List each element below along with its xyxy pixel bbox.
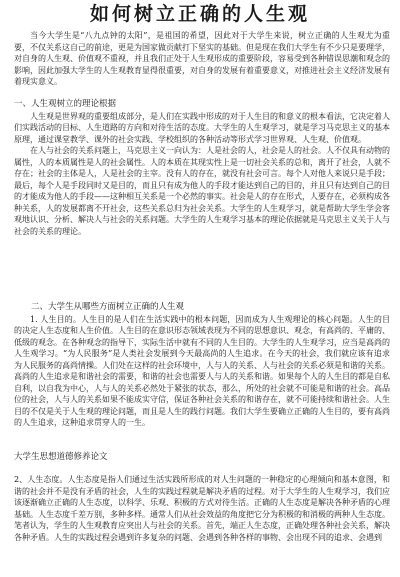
aspects-section — [14, 302, 390, 429]
section-heading-theory: 一、人生观树立的理论根据 — [14, 99, 117, 109]
theory-paragraph-2: 在人与社会的关系问题上，马克思主义一向认为：人是社会的人，社会是人的社会。人不仅具有动物的属性，人的本质属性是人的社会属性。人的本质在其现实性上是一切社会关系的总和，离开了社会，人就不存在；社会的主体是人，人是社会的主宰。没有人的存在，就没有社会可言。每个人对他人来说只是手段；最后，每个人是手段同时又是目的，而且只有成为他人的手段才能达到自己的目的，并且只有达到自己的目的才能成为他人的手段——这种相互关系是一个必然的事实。社会是人的存在形式，人要存在，必须构成各种关系，人的发展都离不开社会，这些关系总归为社会关系。大学生的人生观学习，就是帮助大学生学会客观地认识、分析、解决人与社会的关系问题。大学生的人生观学习基本的理论依据就是马克思主义关于人与社会的关系的理论。 — [14, 146, 390, 236]
theory-paragraph-1: 人生观是世界观的重要组成部分，是人们在实践中形成的对于人生目的和意义的根本看法，它决定着人们实践活动的目标、人生道路的方向和对待生活的态度。大学生的人生观学习，就是学习马克思主义的基本原理，通过课堂教学、课外的社会实践、学校组织的各种活动等形式学习世界观、人生观、价值观。 — [14, 111, 390, 144]
attitude-section — [14, 474, 390, 577]
essay-heading: 大学生思想道德修养论文 — [14, 452, 108, 462]
intro-section — [14, 30, 390, 88]
document-title: 如何树立正确的人生观 — [89, 3, 310, 25]
essay-section — [14, 452, 390, 464]
life-attitude-paragraph: 2、人生态度。人生态度是指人们通过生活实践所形成的对人生问题的一种稳定的心理倾向和基本意图，和谐的社会并不是没有矛盾的社会，人生的实践过程就是解决矛盾的过程。对于大学生的人生观学习，我们应该逐渐确立正确的人生态度，以科学、乐观、积极的方式对待生活。正确的人生态度是解决各种矛盾的心理基础。人生态度千差万别，多种多样。通常人们从社会效益的角度把它分为积极的和消极的两种人生态度。笔者认为，学生的人生观教育应突出人与社会的关系。首先，端正人生态度，正确处理各种社会关系，解决各种矛盾。人生的实践过程会遇到许多复杂的问题、会遇到各种各样的事物、会出现不同的追求、会遇到 — [14, 475, 390, 542]
section-heading-aspects: 二、大学生从哪些方面树立正确的人生观 — [31, 302, 185, 312]
life-purpose-paragraph: 1. 人生目的。人生目的是人们在生活实践中的根本问题，因而成为人生观理论的核心问题。人生的目的决定人生态度和人生价值。人生目的在意识形态领域表现为不同的思想意识、观念，有高尚的、平庸的、低级的观念。在各种观念的指导下，实际生活中就有不同的人生目的。大学生的人生观学习，应当是高尚的人生观学习。“为人民服务”是人类社会发展到今天最高尚的人生追求。在今天的社会，我们就应该有追求为人民服务的高尚情操。人们处在这样的社会环境中，人与人的关系、人与社会的关系必须是和谐的关系。高尚的人生追求是和谐社会的需要，和谐的社会也需要人与人的关系和谐。如果每个人的人生目的都是自私自利，以自我为中心，人与人的关系必然处于紧张的状态，那么，所处的社会就不可能是和谐的社会。高品位的社会，人与人的关系如果不能成实守信，保证各种社会关系的和谐存在，就不可能持续和谐社会。人生目的不仅是关于人生观的理论问题，而且是人生的践行问题。我们大学生要确立正确的人生目的，要有高尚的人生追求，这种追求贯穿人的一生。 — [14, 314, 390, 427]
intro-paragraph: 当今大学生是“八九点钟的太阳”，是祖国的希望，因此对于大学生来说，树立正确的人生观尤为重要，不仅关系这自己的前途，更是为国家做贡献打下坚实的基础。但是现在我们大学生有不少只是要理学，对自身的人生观、价值观不重视，并且我们正处于人生观形成的重要阶段，容易受到各种错误思潮和观念的影响，因此加强大学生的人生观教育显得很重要，对自身的发展有着重要意义，对推进社会主义经济发展有着现实意义。 — [14, 31, 390, 86]
theory-section — [14, 99, 390, 237]
